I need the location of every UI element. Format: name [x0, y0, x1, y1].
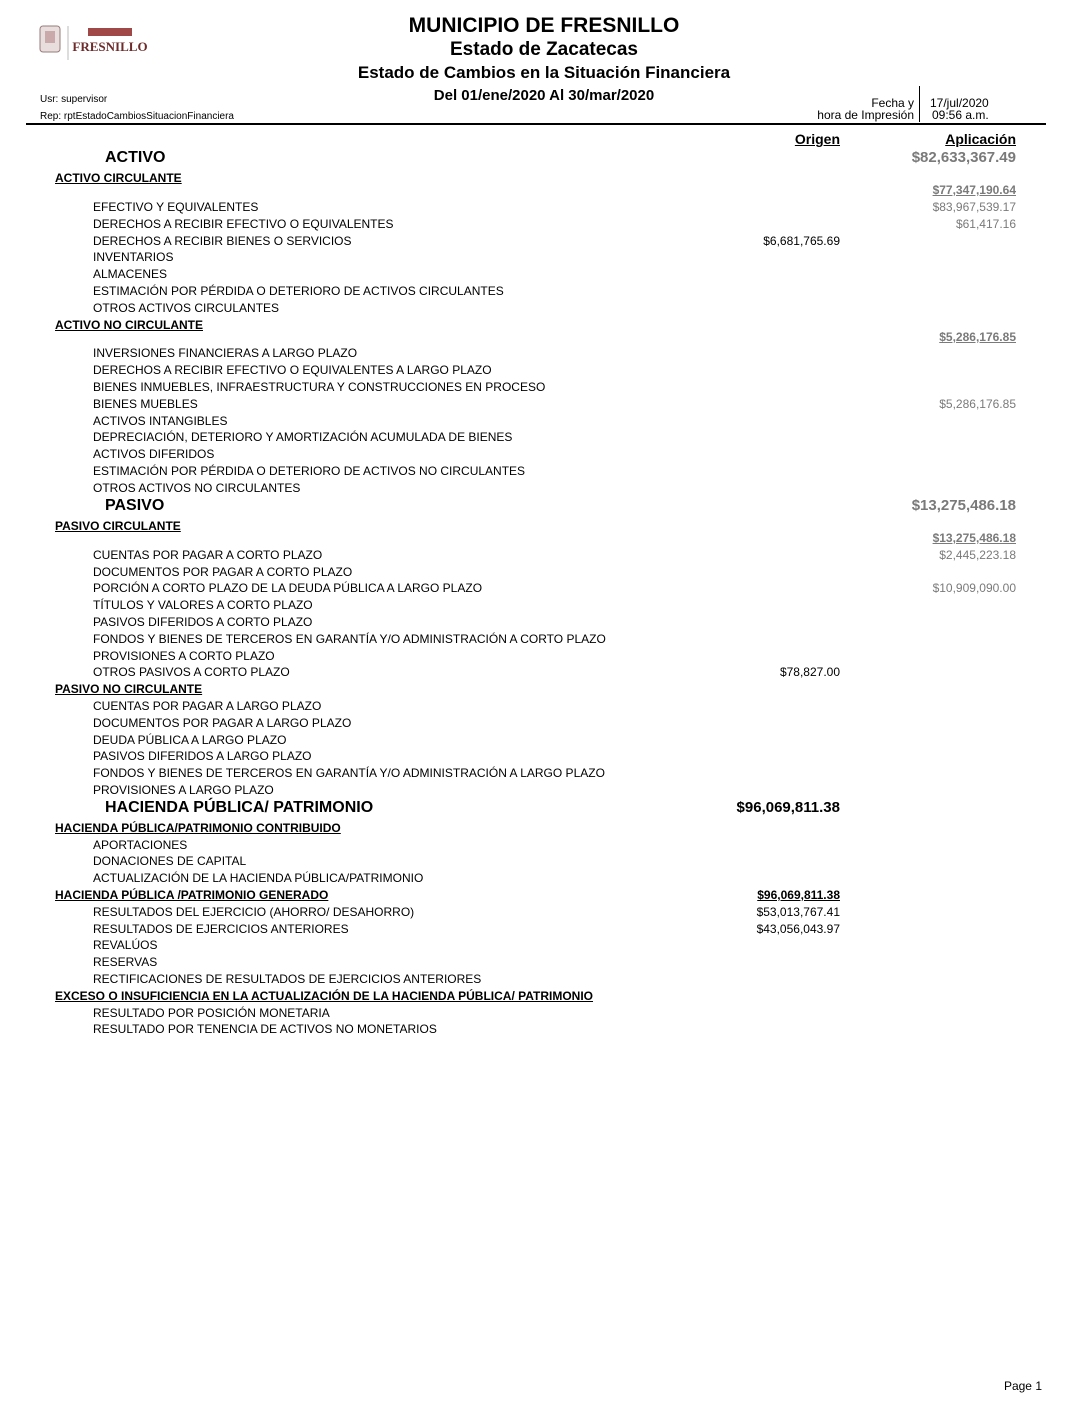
list-item: FONDOS Y BIENES DE TERCEROS EN GARANTÍA Y/O ADMINISTRACIÓN A CORTO PLAZO [93, 632, 606, 646]
subsection-activo-no-circulante: ACTIVO NO CIRCULANTE [55, 318, 203, 332]
list-item: RESERVAS [93, 955, 158, 969]
amount-aplicacion: $5,286,176.85 [939, 397, 1016, 411]
list-item: PORCIÓN A CORTO PLAZO DE LA DEUDA PÚBLICA A LARGO PLAZO [93, 581, 483, 595]
section-hacienda: HACIENDA PÚBLICA/ PATRIMONIO [105, 799, 374, 816]
page-number: Page 1 [1003, 1379, 1042, 1393]
report-state: Estado de Zacatecas [450, 39, 638, 60]
activo-circulante-aplicacion: $77,347,190.64 [932, 183, 1016, 197]
svg-text:FRESNILLO: FRESNILLO [72, 39, 148, 54]
list-item: RESULTADO POR TENENCIA DE ACTIVOS NO MONETARIOS [93, 1022, 437, 1036]
subsection-pasivo-no-circulante: PASIVO NO CIRCULANTE [55, 682, 203, 696]
subsection-hacienda-generado: HACIENDA PÚBLICA /PATRIMONIO GENERADO [55, 888, 329, 902]
amount-origen: $78,827.00 [779, 665, 840, 679]
list-item: RESULTADO POR POSICIÓN MONETARIA [93, 1006, 330, 1020]
list-item: INVENTARIOS [93, 250, 174, 264]
amount-origen: $53,013,767.41 [756, 905, 840, 919]
amount-aplicacion: $10,909,090.00 [932, 581, 1016, 595]
list-item: DONACIONES DE CAPITAL [93, 854, 247, 868]
fecha-value: 17/jul/2020 [930, 96, 989, 110]
list-item: OTROS ACTIVOS CIRCULANTES [93, 301, 280, 315]
amount-aplicacion: $83,967,539.17 [932, 200, 1016, 214]
list-item: RECTIFICACIONES DE RESULTADOS DE EJERCICIOS ANTERIORES [93, 972, 482, 986]
report-period: Del 01/ene/2020 Al 30/mar/2020 [433, 87, 655, 104]
subsection-pasivo-circulante: PASIVO CIRCULANTE [55, 519, 181, 533]
section-pasivo: PASIVO [105, 497, 165, 514]
list-item: OTROS ACTIVOS NO CIRCULANTES [93, 481, 301, 495]
list-item: ESTIMACIÓN POR PÉRDIDA O DETERIORO DE ACTIVOS NO CIRCULANTES [93, 464, 526, 478]
list-item: TÍTULOS Y VALORES A CORTO PLAZO [93, 598, 313, 612]
list-item: CUENTAS POR PAGAR A CORTO PLAZO [93, 548, 323, 562]
subsection-hacienda-exceso: EXCESO O INSUFICIENCIA EN LA ACTUALIZACIÓN DE LA HACIENDA PÚBLICA/ PATRIMONIO [55, 989, 594, 1003]
amount-aplicacion: $2,445,223.18 [939, 548, 1016, 562]
list-item: PASIVOS DIFERIDOS A CORTO PLAZO [93, 615, 313, 629]
report-name: Estado de Cambios en la Situación Financiera [357, 63, 731, 82]
list-item: PASIVOS DIFERIDOS A LARGO PLAZO [93, 749, 312, 763]
column-aplicacion: Aplicación [945, 131, 1016, 147]
list-item: PROVISIONES A CORTO PLAZO [93, 649, 275, 663]
list-item: DOCUMENTOS POR PAGAR A CORTO PLAZO [93, 565, 353, 579]
list-item: DERECHOS A RECIBIR EFECTIVO O EQUIVALENTES [93, 217, 394, 231]
report-title: MUNICIPIO DE FRESNILLO [408, 14, 680, 37]
list-item: INVERSIONES FINANCIERAS A LARGO PLAZO [93, 346, 358, 360]
hacienda-generado-origen: $96,069,811.38 [757, 888, 840, 902]
user-label: Usr: supervisor [40, 94, 108, 105]
hacienda-origen: $96,069,811.38 [736, 799, 840, 816]
amount-origen: $6,681,765.69 [763, 234, 840, 248]
column-origen: Origen [794, 131, 840, 147]
list-item: REVALÚOS [93, 938, 158, 952]
list-item: BIENES MUEBLES [93, 397, 198, 411]
list-item: EFECTIVO Y EQUIVALENTES [93, 200, 259, 214]
list-item: CUENTAS POR PAGAR A LARGO PLAZO [93, 699, 322, 713]
pasivo-aplicacion: $13,275,486.18 [911, 497, 1016, 514]
fecha-label: Fecha y [871, 96, 914, 110]
section-activo: ACTIVO [105, 149, 166, 166]
pasivo-circulante-aplicacion: $13,275,486.18 [932, 531, 1016, 545]
list-item: PROVISIONES A LARGO PLAZO [93, 783, 274, 797]
list-item: DEUDA PÚBLICA A LARGO PLAZO [93, 733, 287, 747]
list-item: OTROS PASIVOS A CORTO PLAZO [93, 665, 290, 679]
header-divider [919, 86, 920, 122]
hora-value: 09:56 a.m. [932, 108, 989, 122]
list-item: APORTACIONES [93, 838, 188, 852]
list-item: ACTIVOS INTANGIBLES [93, 414, 228, 428]
amount-aplicacion: $61,417.16 [955, 217, 1016, 231]
list-item: ESTIMACIÓN POR PÉRDIDA O DETERIORO DE ACTIVOS CIRCULANTES [93, 284, 504, 298]
activo-no-circulante-aplicacion: $5,286,176.85 [939, 330, 1016, 344]
header-rule [26, 123, 1046, 125]
subsection-hacienda-contribuido: HACIENDA PÚBLICA/PATRIMONIO CONTRIBUIDO [55, 821, 341, 835]
list-item: FONDOS Y BIENES DE TERCEROS EN GARANTÍA Y/O ADMINISTRACIÓN A LARGO PLAZO [93, 766, 605, 780]
list-item: BIENES INMUEBLES, INFRAESTRUCTURA Y CONSTRUCCIONES EN PROCESO [93, 380, 546, 394]
activo-aplicacion: $82,633,367.49 [911, 149, 1016, 166]
subsection-activo-circulante: ACTIVO CIRCULANTE [55, 171, 182, 185]
list-item: DEPRECIACIÓN, DETERIORO Y AMORTIZACIÓN ACUMULADA DE BIENES [93, 430, 513, 444]
hora-label: hora de Impresión [817, 108, 914, 122]
amount-origen: $43,056,043.97 [756, 922, 840, 936]
rep-label: Rep: rptEstadoCambiosSituacionFinanciera [40, 111, 234, 122]
list-item: ALMACENES [93, 267, 168, 281]
list-item: DERECHOS A RECIBIR BIENES O SERVICIOS [93, 234, 352, 248]
list-item: RESULTADOS DE EJERCICIOS ANTERIORES [93, 922, 349, 936]
list-item: RESULTADOS DEL EJERCICIO (AHORRO/ DESAHORRO) [93, 905, 415, 919]
list-item: DERECHOS A RECIBIR EFECTIVO O EQUIVALENTES A LARGO PLAZO [93, 363, 492, 377]
list-item: ACTIVOS DIFERIDOS [93, 447, 215, 461]
list-item: ACTUALIZACIÓN DE LA HACIENDA PÚBLICA/PATRIMONIO [93, 871, 424, 885]
list-item: DOCUMENTOS POR PAGAR A LARGO PLAZO [93, 716, 352, 730]
